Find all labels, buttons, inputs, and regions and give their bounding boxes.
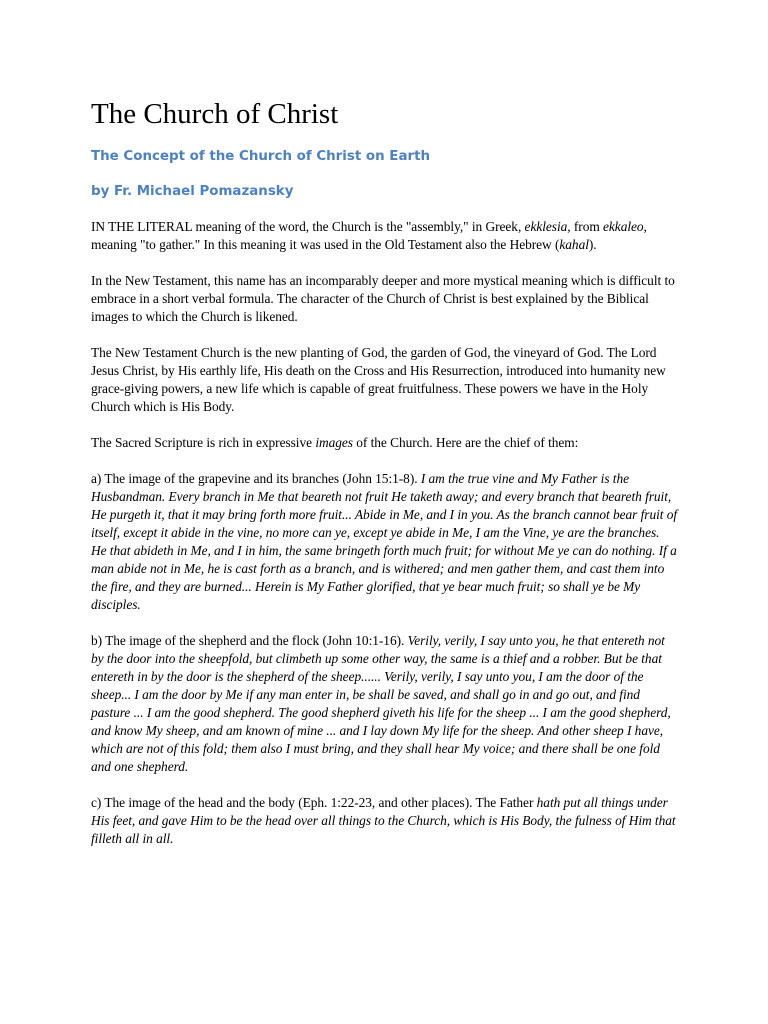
text-run: The New Testament Church is the new planting of God, the garden of God, the vineyard of God. The Lord Jesus Christ, by His earthly life, His death on the Cross and His Resurrection, introduced into humanity new grace-giving powers, a new life which is capable of great fruitfulness. These powers we have in the Holy Church which is His Body.: [91, 345, 666, 414]
text-run: meaning "to gather." In this meaning it was used in the Old Testament also the Hebrew (: [91, 237, 560, 252]
italic-text-run: I am the true vine and My Father is the Husbandman. Every branch in Me that beareth not fruit He taketh away; and every branch that beareth fruit, He purgeth it, that it may bring forth more fruit... Abide in Me, and I in you. As the branch cannot bear fruit of itself, except it abide in the vine, no more can ye, except ye abide in Me, I am the Vine, ye are the branches. He that abideth in Me, and I in him, the same bringeth forth much fruit; for without Me ye can do nothing. If a man abide not in Me, he is cast forth as a branch, and is withered; and men gather them, and cast them into the fire, and they are burned... Herein is My Father glorified, that ye bear much fruit; so shall ye be My disciples.: [91, 471, 678, 612]
paragraph-new-planting: [91, 344, 678, 416]
paragraph-new-testament: [91, 272, 678, 326]
paragraph-shepherd: [91, 632, 678, 776]
paragraph-grapevine: [91, 470, 678, 614]
text-run: c) The image of the head and the body (Eph. 1:22-23, and other places). The Father: [91, 795, 537, 810]
text-run: from: [570, 219, 604, 234]
text-run: ).: [588, 237, 597, 252]
italic-text-run: ekklesia,: [524, 219, 571, 234]
text-run: IN THE LITERAL meaning of the word, the Church is the "assembly," in Greek,: [91, 219, 525, 234]
document-title: The Church of Christ: [91, 98, 339, 130]
text-run: b) The image of the shepherd and the flock (John 10:1-16).: [91, 633, 408, 648]
italic-text-run: hath put all things under His feet, and gave Him to be the head over all things to the Church, which is His Body, the fulness of Him that filleth all in all.: [91, 795, 676, 846]
italic-text-run: ekkaleo,: [603, 219, 647, 234]
paragraph-sacred-scripture: [91, 434, 678, 452]
text-run: of the Church. Here are the chief of them:: [352, 435, 579, 450]
author-byline: by Fr. Michael Pomazansky: [91, 184, 294, 199]
text-run: In the New Testament, this name has an incomparably deeper and more mystical meaning which is difficult to embrace in a short verbal formula. The character of the Church of Christ is best explained by the Biblical images to which the Church is likened.: [91, 273, 675, 324]
italic-text-run: Verily, verily, I say unto you, he that entereth not by the door into the sheepfold, but climbeth up some other way, the same is a thief and a robber. But be that entereth in by the door is the shepherd of the sheep...... Verily, verily, I say unto you, I am the door of the sheep... I am the door by Me if any man enter in, be shall be saved, and shall go in and go out, and find pasture ... I am the good shepherd. The good shepherd giveth his life for the sheep ... I am the good shepherd, and know My sheep, and am known of mine ... and I lay down My life for the sheep. And other sheep I have, which are not of this fold; them also I must bring, and they shall hear My voice; and there shall be one fold and one shepherd.: [91, 633, 671, 774]
text-run: The Sacred Scripture is rich in expressive: [91, 435, 316, 450]
italic-text-run: kahal: [559, 237, 589, 252]
paragraph-head-body: [91, 794, 678, 848]
text-run: a) The image of the grapevine and its branches (John 15:1-8).: [91, 471, 421, 486]
italic-text-run: images: [315, 435, 353, 450]
document-subtitle: The Concept of the Church of Christ on Earth: [91, 149, 431, 164]
paragraph-literal-meaning: [91, 218, 678, 254]
